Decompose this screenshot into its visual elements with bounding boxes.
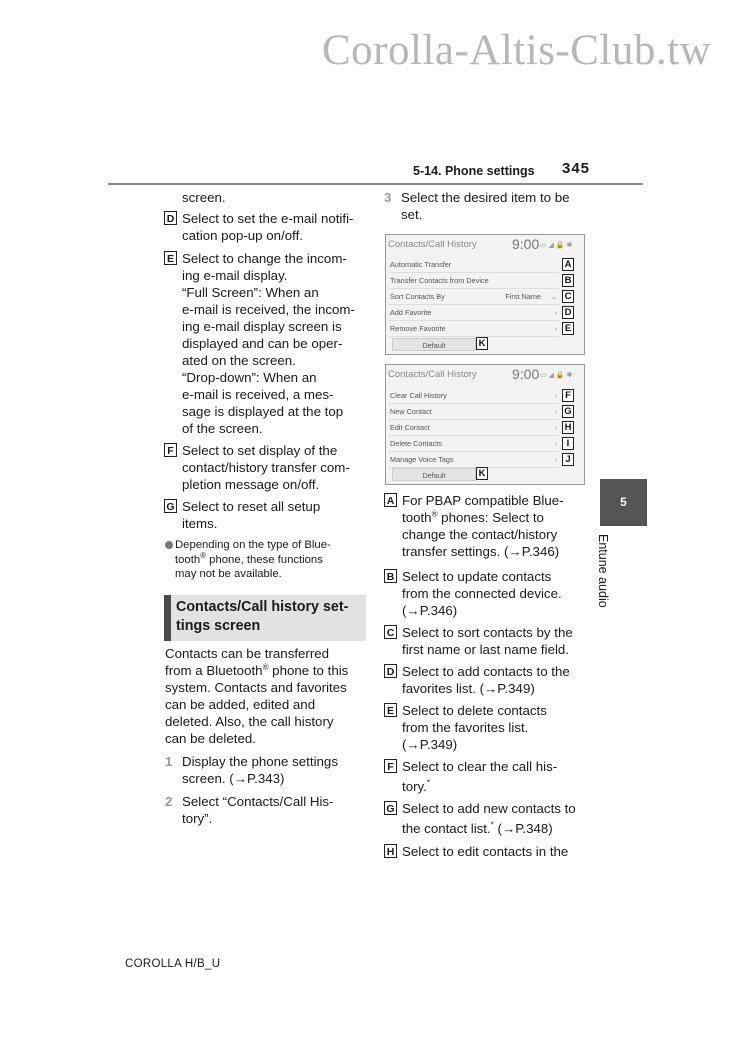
callout-d: D <box>562 306 574 319</box>
desc-line: For PBAP compatible Blue- <box>402 493 564 508</box>
step-line: Display the phone settings <box>182 754 338 769</box>
chevron-right-icon: › <box>554 324 557 333</box>
desc-item-d <box>164 210 353 244</box>
callout-h: H <box>562 421 574 434</box>
note-text: tooth <box>175 553 201 566</box>
callout-i: I <box>562 437 574 450</box>
desc-item-g <box>164 498 320 532</box>
screen-clock: 9:00 <box>512 366 540 382</box>
callout-j: J <box>562 453 574 466</box>
note-line: may not be available. <box>175 568 282 580</box>
para-line: can be deleted. <box>165 731 256 746</box>
note-text: phone, these functions <box>206 553 323 566</box>
desc-line: Select to add contacts to the <box>402 664 570 679</box>
callout-b: B <box>562 274 574 287</box>
desc-line: favorites list. (→P.349) <box>402 681 535 696</box>
desc-line: e-mail is received, a mes- <box>182 387 334 402</box>
desc-line: Select to reset all setup <box>182 499 321 514</box>
status-icons: ▭ ◢ 🔒 ✱ <box>540 372 573 379</box>
desc-line: Select to change the incom- <box>182 251 347 266</box>
row-transfer-contacts[interactable] <box>389 273 559 289</box>
desc-line: (→P.346) <box>402 603 458 618</box>
footnote-mark: * <box>426 778 430 788</box>
desc-text: tooth <box>402 510 432 525</box>
label-a: A <box>384 493 397 507</box>
footnote-mark: * <box>490 820 494 830</box>
row-value: First Name <box>505 292 541 301</box>
chevron-right-icon: › <box>554 407 557 416</box>
label-e: E <box>384 703 397 717</box>
intro-paragraph <box>165 645 348 747</box>
status-icons: ▭ ◢ 🔒 ✱ <box>540 242 573 249</box>
row-clear-call-history[interactable] <box>389 388 559 404</box>
para-line: deleted. Also, the call history <box>165 714 334 729</box>
desc-line: ated on the screen. <box>182 353 296 368</box>
para-line: can be added, edited and <box>165 697 316 712</box>
step-line: Select “Contacts/Call His- <box>182 794 334 809</box>
desc-line: contact/history transfer com- <box>182 460 350 475</box>
label-g: G <box>164 499 177 513</box>
step-number: 1 <box>165 754 173 769</box>
registered-mark: ® <box>262 662 269 672</box>
desc-item-a <box>384 492 564 560</box>
callout-g: G <box>562 405 574 418</box>
row-text: Add Favorite <box>390 308 432 317</box>
desc-line: pletion message on/off. <box>182 477 320 492</box>
screen-contacts-2 <box>385 364 585 485</box>
desc-item-h <box>384 843 568 860</box>
screen-title: Contacts/Call History <box>388 369 477 380</box>
watermark: Corolla-Altis-Club.tw <box>322 27 712 74</box>
desc-line: ing e-mail display screen is <box>182 319 342 334</box>
chevron-right-icon: › <box>554 391 557 400</box>
desc-text: (→P.348) <box>493 821 553 836</box>
step-number: 2 <box>165 794 173 809</box>
screen-clock: 9:00 <box>512 236 540 252</box>
label-h: H <box>384 844 397 858</box>
desc-item-e-right <box>384 702 547 753</box>
desc-text: phones: Select to <box>437 510 544 525</box>
desc-item-f <box>164 442 350 493</box>
section-heading <box>164 595 366 641</box>
chevron-down-icon: ⌄ <box>550 292 557 301</box>
desc-line: transfer settings. (→P.346) <box>402 544 560 559</box>
desc-line: Select to delete contacts <box>402 703 547 718</box>
step-1 <box>165 753 338 787</box>
step-line: screen. (→P.343) <box>182 771 285 786</box>
step-line: Select the desired item to be <box>401 190 570 205</box>
desc-item-b <box>384 568 562 619</box>
callout-f: F <box>562 389 574 402</box>
row-manage-voice-tags[interactable] <box>389 452 559 468</box>
row-text: New Contact <box>390 407 432 416</box>
callout-c: C <box>562 290 574 303</box>
para-text: from a Bluetooth <box>165 663 263 678</box>
registered-mark: ® <box>431 509 438 519</box>
step-number: 3 <box>384 190 392 205</box>
desc-item-d-right <box>384 663 570 697</box>
desc-line: e-mail is received, the incom- <box>182 302 355 317</box>
desc-line: Select to update contacts <box>402 569 552 584</box>
desc-line: Select to sort contacts by the <box>402 625 573 640</box>
heading-line: tings screen <box>176 618 261 634</box>
row-add-favorite[interactable] <box>389 305 559 321</box>
row-sort-contacts[interactable] <box>389 289 559 305</box>
note <box>165 538 331 582</box>
callout-e: E <box>562 322 574 335</box>
row-automatic-transfer[interactable] <box>389 257 559 273</box>
desc-text: the contact list. <box>402 821 491 836</box>
page-number: 345 <box>562 160 591 177</box>
callout-a: A <box>562 258 574 271</box>
step-2 <box>165 793 333 827</box>
desc-line: Select to add new contacts to <box>402 801 576 816</box>
desc-line: “Drop-down”: When an <box>182 370 317 385</box>
row-text: Automatic Transfer <box>390 260 452 269</box>
continued-text: screen. <box>182 190 226 205</box>
label-f: F <box>384 759 397 773</box>
desc-line: Select to set display of the <box>182 443 338 458</box>
callout-k: K <box>476 337 488 350</box>
row-text: Edit Contact <box>390 423 430 432</box>
chevron-right-icon: › <box>554 439 557 448</box>
label-c: C <box>384 625 397 639</box>
label-d: D <box>164 211 177 225</box>
bullet-icon <box>165 541 173 549</box>
desc-item-g-right <box>384 800 576 837</box>
row-remove-favorite[interactable] <box>389 321 559 337</box>
screen-contacts-1 <box>385 234 585 355</box>
row-text: Remove Favorite <box>390 324 446 333</box>
desc-line: ing e-mail display. <box>182 268 288 283</box>
section-header: 5-14. Phone settings <box>413 164 535 178</box>
para-text: phone to this <box>268 663 349 678</box>
desc-line: cation pop-up on/off. <box>182 228 303 243</box>
header-rule <box>108 183 643 185</box>
desc-line: of the screen. <box>182 421 263 436</box>
chevron-right-icon: › <box>554 455 557 464</box>
para-line: system. Contacts and favorites <box>165 680 347 695</box>
row-text: Transfer Contacts from Device <box>390 276 489 285</box>
footer-model: COROLLA H/B_U <box>125 958 221 970</box>
para-line: Contacts can be transferred <box>165 646 330 661</box>
desc-line: “Full Screen”: When an <box>182 285 319 300</box>
label-e: E <box>164 251 177 265</box>
row-text: Clear Call History <box>390 391 447 400</box>
chapter-tab[interactable]: 5 <box>600 479 647 526</box>
label-g: G <box>384 801 397 815</box>
row-text: Delete Contacts <box>390 439 442 448</box>
desc-line: from the favorites list. <box>402 720 529 735</box>
callout-k: K <box>476 467 488 480</box>
note-line: Depending on the type of Blue- <box>175 539 331 551</box>
desc-item-f-right <box>384 758 557 795</box>
desc-line: sage is displayed at the top <box>182 404 344 419</box>
desc-text: tory. <box>402 779 427 794</box>
desc-item-c <box>384 624 573 658</box>
default-button[interactable]: Default <box>392 468 476 481</box>
default-button[interactable]: Default <box>392 338 476 351</box>
row-text: Manage Voice Tags <box>390 455 454 464</box>
row-edit-contact[interactable] <box>389 420 559 436</box>
label-b: B <box>384 569 397 583</box>
row-new-contact[interactable] <box>389 404 559 420</box>
registered-mark: ® <box>200 550 207 560</box>
step-line: tory”. <box>182 811 213 826</box>
screen-title: Contacts/Call History <box>388 239 477 250</box>
desc-line: change the contact/history <box>402 527 558 542</box>
chapter-label: Entune audio <box>596 534 610 608</box>
desc-line: Select to edit contacts in the <box>402 844 569 859</box>
desc-line: (→P.349) <box>402 737 458 752</box>
desc-line: Select to clear the call his- <box>402 759 558 774</box>
desc-line: displayed and can be oper- <box>182 336 343 351</box>
heading-line: Contacts/Call history set- <box>176 599 349 615</box>
desc-line: first name or last name field. <box>402 642 570 657</box>
step-line: set. <box>401 207 423 222</box>
label-f: F <box>164 443 177 457</box>
desc-line: from the connected device. <box>402 586 562 601</box>
step-3 <box>384 189 570 223</box>
chevron-right-icon: › <box>554 423 557 432</box>
row-text: Sort Contacts By <box>390 292 445 301</box>
desc-line: items. <box>182 516 218 531</box>
row-delete-contacts[interactable] <box>389 436 559 452</box>
desc-item-e <box>164 250 355 437</box>
chevron-right-icon: › <box>554 308 557 317</box>
label-d: D <box>384 664 397 678</box>
desc-line: Select to set the e-mail notifi- <box>182 211 354 226</box>
